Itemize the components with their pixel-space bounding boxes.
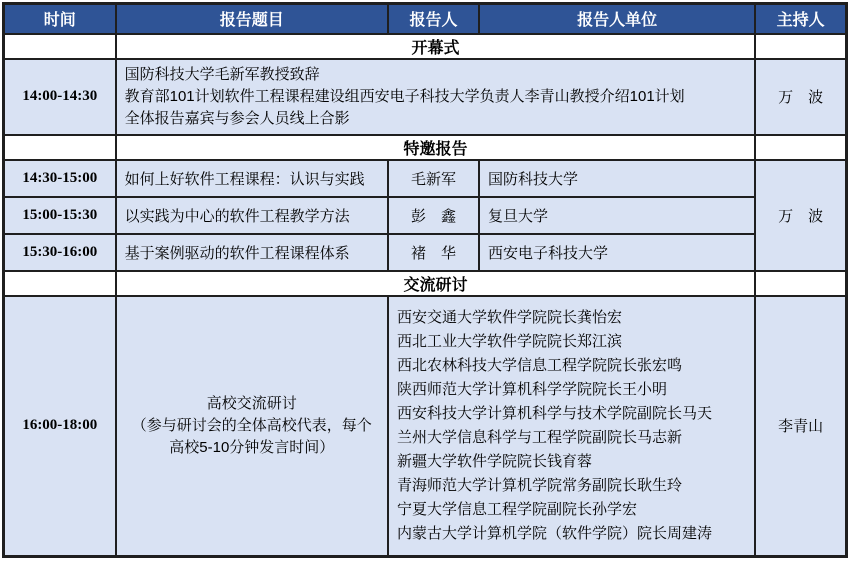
participant-item: 陕西师范大学计算机科学学院院长王小明 <box>396 380 667 398</box>
time-cell: 14:30-15:00 <box>4 160 116 197</box>
discussion-title-line: （参与研讨会的全体高校代表，每个 <box>131 416 372 434</box>
speaker-name: 彭 鑫 <box>388 197 479 234</box>
time-cell-discussion: 16:00-18:00 <box>4 296 116 557</box>
participant-item: 西北工业大学软件学院院长郑江滨 <box>396 332 622 350</box>
empty-time-cell <box>4 135 116 160</box>
invited-talk-row <box>4 197 847 234</box>
participant-item: 西安交通大学软件学院院长龚怡宏 <box>396 308 622 326</box>
speaker-org: 西安电子科技大学 <box>479 234 755 271</box>
col-header-title: 报告题目 <box>116 4 388 34</box>
section-title-invited: 特邀报告 <box>116 135 756 160</box>
time-cell: 15:30-16:00 <box>4 234 116 271</box>
speaker-org: 复旦大学 <box>479 197 755 234</box>
col-header-speaker: 报告人 <box>388 4 479 34</box>
speaker-org: 国防科技大学 <box>479 160 755 197</box>
participant-item: 西安科技大学计算机科学与技术学院副院长马天 <box>396 404 712 422</box>
discussion-participants-cell <box>388 296 755 557</box>
table-header-row <box>4 4 847 34</box>
col-header-host: 主持人 <box>755 4 846 34</box>
discussion-content-row <box>4 296 847 557</box>
discussion-title-cell <box>116 296 388 557</box>
section-row-opening <box>4 34 847 59</box>
section-row-discussion <box>4 271 847 296</box>
opening-agenda-cell <box>116 59 756 135</box>
participant-item: 兰州大学信息科学与工程学院副院长马志新 <box>396 428 682 446</box>
participant-item: 西北农林科技大学信息工程学院院长张宏鸣 <box>396 356 682 374</box>
discussion-title-line: 高校交流研讨 <box>206 394 297 412</box>
col-header-org: 报告人单位 <box>479 4 755 34</box>
speaker-name: 毛新军 <box>388 160 479 197</box>
opening-content-row <box>4 59 847 135</box>
host-cell-discussion: 李青山 <box>755 296 846 557</box>
time-cell: 15:00-15:30 <box>4 197 116 234</box>
empty-time-cell <box>4 271 116 296</box>
section-title-discussion: 交流研讨 <box>116 271 756 296</box>
speaker-name: 褚 华 <box>388 234 479 271</box>
conference-schedule-table <box>2 2 848 558</box>
empty-host-cell <box>755 271 846 296</box>
talk-title: 基于案例驱动的软件工程课程体系 <box>116 234 388 271</box>
opening-agenda-line: 国防科技大学毛新军教授致辞 <box>124 65 320 83</box>
opening-agenda-line: 全体报告嘉宾与参会人员线上合影 <box>124 109 350 127</box>
discussion-title-line: 高校5-10分钟发言时间） <box>169 438 335 456</box>
talk-title: 如何上好软件工程课程：认识与实践 <box>116 160 388 197</box>
participant-item: 新疆大学软件学院院长钱育蓉 <box>396 452 592 470</box>
col-header-time: 时间 <box>4 4 116 34</box>
section-title-opening: 开幕式 <box>116 34 756 59</box>
talk-title: 以实践为中心的软件工程教学方法 <box>116 197 388 234</box>
participant-item: 内蒙古大学计算机学院（软件学院）院长周建涛 <box>396 524 712 542</box>
empty-host-cell <box>755 135 846 160</box>
opening-agenda-line: 教育部101计划软件工程课程建设组西安电子科技大学负责人李青山教授介绍101计划 <box>124 87 685 105</box>
participant-item: 青海师范大学计算机学院常务副院长耿生玲 <box>396 476 682 494</box>
invited-talk-row <box>4 234 847 271</box>
host-cell-invited: 万 波 <box>755 160 846 271</box>
host-cell-opening: 万 波 <box>755 59 846 135</box>
empty-time-cell <box>4 34 116 59</box>
time-cell-opening: 14:00-14:30 <box>4 59 116 135</box>
invited-talk-row <box>4 160 847 197</box>
participant-item: 宁夏大学信息工程学院副院长孙学宏 <box>396 500 637 518</box>
section-row-invited <box>4 135 847 160</box>
empty-host-cell <box>755 34 846 59</box>
